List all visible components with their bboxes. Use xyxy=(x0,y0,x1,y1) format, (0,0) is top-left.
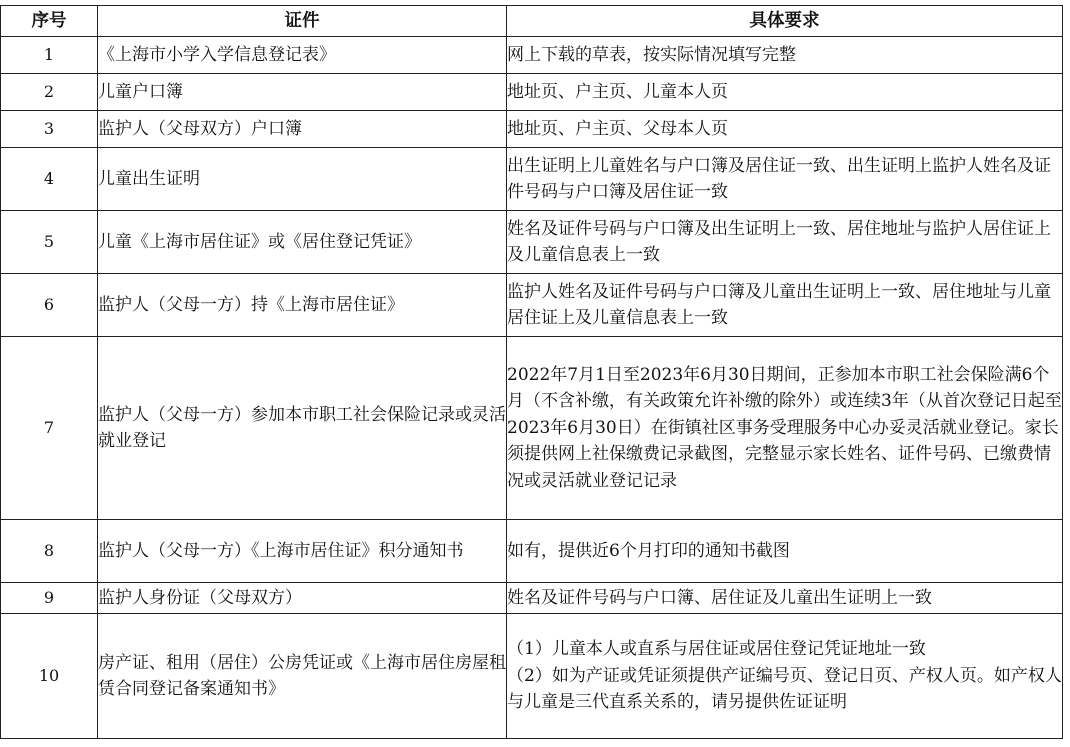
table-header-row xyxy=(1,6,1063,37)
table-row xyxy=(1,74,1063,111)
document-name: 监护人（父母双方）户口簿 xyxy=(98,111,507,148)
row-number: 8 xyxy=(1,520,98,583)
requirement-text: 监护人姓名及证件号码与户口簿及儿童出生证明上一致、居住地址与儿童居住证上及儿童信息表上一致 xyxy=(507,274,1063,337)
row-number: 6 xyxy=(1,274,98,337)
document-name: 监护人（父母一方）参加本市职工社会保险记录或灵活就业登记 xyxy=(98,337,507,520)
row-number: 5 xyxy=(1,211,98,274)
table-row xyxy=(1,111,1063,148)
document-name: 儿童出生证明 xyxy=(98,148,507,211)
row-number: 10 xyxy=(1,614,98,739)
table-row xyxy=(1,148,1063,211)
requirement-text xyxy=(507,614,1063,739)
row-number: 7 xyxy=(1,337,98,520)
requirement-line-1: （1）儿童本人或直系与居住证或居住登记凭证地址一致 xyxy=(507,639,926,660)
row-number: 2 xyxy=(1,74,98,111)
document-name: 房产证、租用（居住）公房凭证或《上海市居住房屋租赁合同登记备案通知书》 xyxy=(98,614,507,739)
requirement-text: 网上下载的草表，按实际情况填写完整 xyxy=(507,37,1063,74)
table-row xyxy=(1,274,1063,337)
table-row xyxy=(1,37,1063,74)
table-row xyxy=(1,614,1063,739)
row-number: 3 xyxy=(1,111,98,148)
table-row xyxy=(1,337,1063,520)
table-row xyxy=(1,520,1063,583)
table-row xyxy=(1,583,1063,614)
requirement-text: 地址页、户主页、父母本人页 xyxy=(507,111,1063,148)
row-number: 4 xyxy=(1,148,98,211)
header-requirement: 具体要求 xyxy=(507,6,1063,37)
document-name: 监护人（父母一方）持《上海市居住证》 xyxy=(98,274,507,337)
document-name: 《上海市小学入学信息登记表》 xyxy=(98,37,507,74)
requirement-text: 如有，提供近6个月打印的通知书截图 xyxy=(507,520,1063,583)
requirement-text: 地址页、户主页、儿童本人页 xyxy=(507,74,1063,111)
requirement-text: 2022年7月1日至2023年6月30日期间，正参加本市职工社会保险满6个月（不含补缴，有关政策允许补缴的除外）或连续3年（从首次登记日起至2023年6月30日）在街镇社区事务受理服务中心办妥灵活就业登记。家长须提供网上社保缴费记录截图，完整显示家长姓名、证件号码、已缴费情况或灵活就业登记记录 xyxy=(507,337,1063,520)
header-no: 序号 xyxy=(1,6,98,37)
document-name: 监护人（父母一方）《上海市居住证》积分通知书 xyxy=(98,520,507,583)
header-document: 证件 xyxy=(98,6,507,37)
document-name: 监护人身份证（父母双方） xyxy=(98,583,507,614)
requirement-text: 姓名及证件号码与户口簿、居住证及儿童出生证明上一致 xyxy=(507,583,1063,614)
documents-requirements-table xyxy=(0,5,1063,739)
document-name: 儿童《上海市居住证》或《居住登记凭证》 xyxy=(98,211,507,274)
document-name: 儿童户口簿 xyxy=(98,74,507,111)
row-number: 1 xyxy=(1,37,98,74)
requirement-text: 出生证明上儿童姓名与户口簿及居住证一致、出生证明上监护人姓名及证件号码与户口簿及居住证一致 xyxy=(507,148,1063,211)
requirement-line-2: （2）如为产证或凭证须提供产证编号页、登记日页、产权人页。如产权人与儿童是三代直系关系的，请另提供佐证证明 xyxy=(507,665,1062,713)
table-row xyxy=(1,211,1063,274)
row-number: 9 xyxy=(1,583,98,614)
requirement-text: 姓名及证件号码与户口簿及出生证明上一致、居住地址与监护人居住证上及儿童信息表上一致 xyxy=(507,211,1063,274)
